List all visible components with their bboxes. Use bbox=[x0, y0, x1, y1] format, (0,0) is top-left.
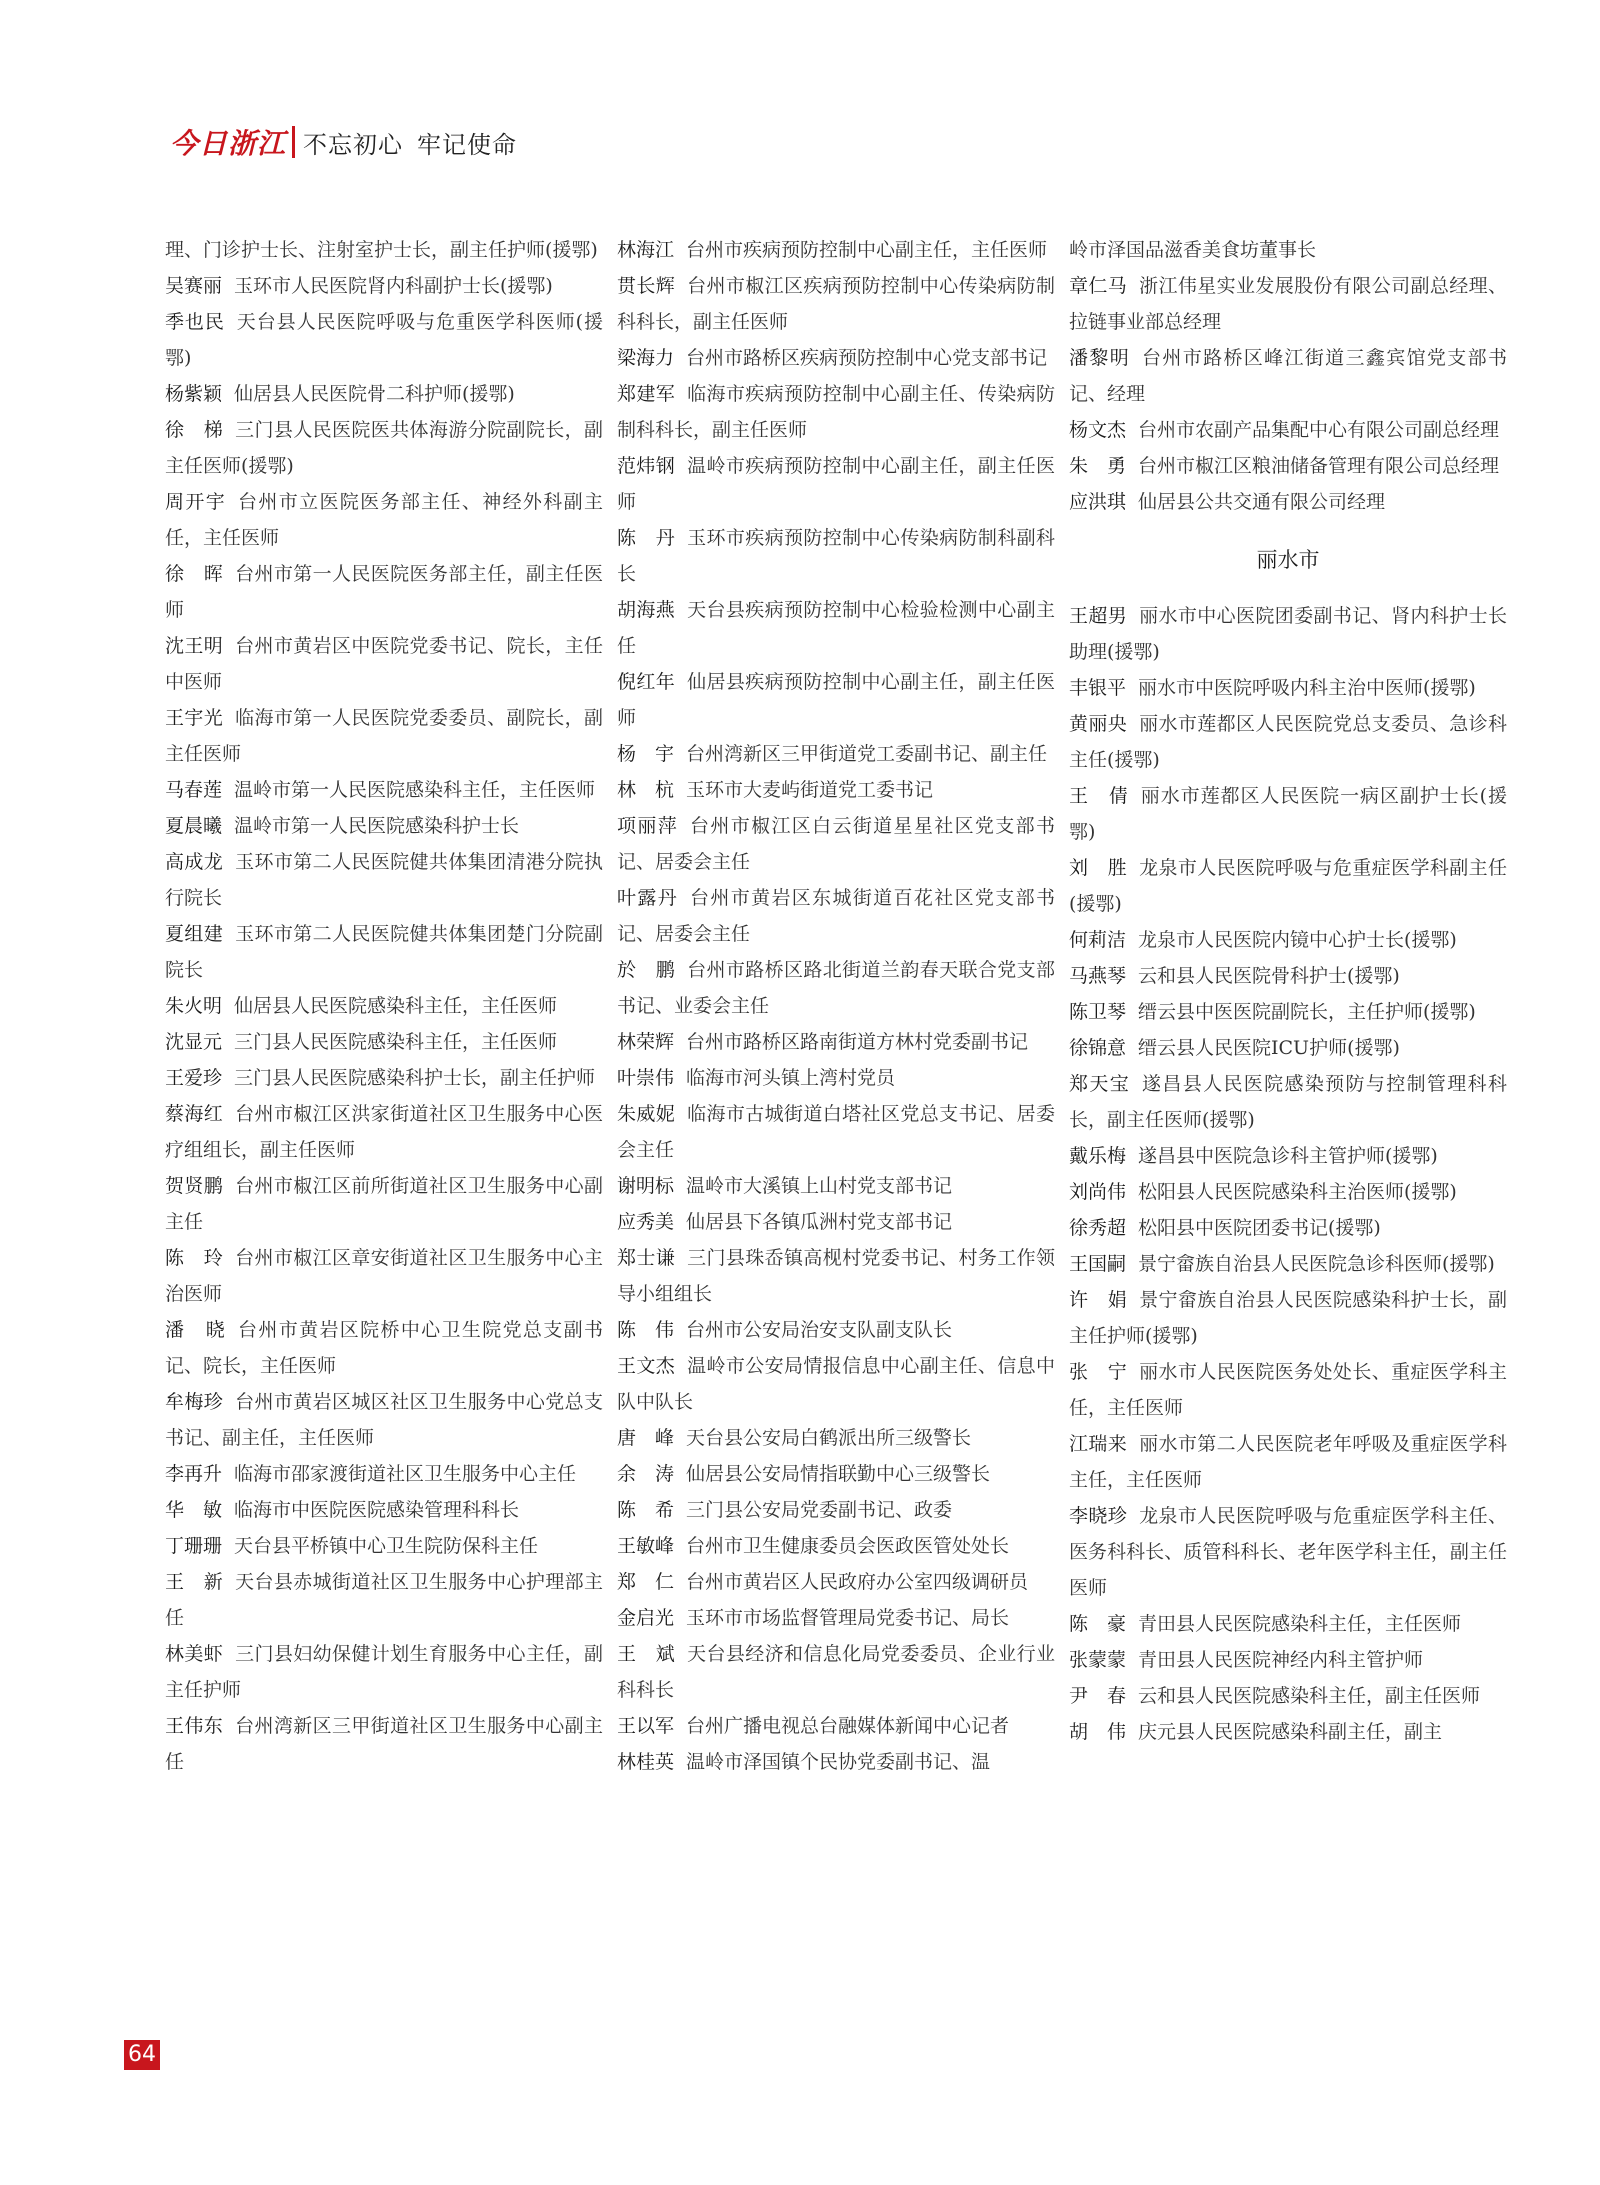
person-title: 三门县公安局党委副书记、政委 bbox=[686, 1499, 953, 1521]
person-name: 陈 豪 bbox=[1069, 1613, 1127, 1635]
person-title: 缙云县人民医院ICU护师(援鄂) bbox=[1138, 1037, 1400, 1059]
person-title: 天台县人民医院呼吸与危重医学科医师(援鄂) bbox=[165, 311, 603, 369]
person-name: 尹 春 bbox=[1069, 1685, 1127, 1707]
person-name: 张蒙蒙 bbox=[1069, 1649, 1127, 1671]
list-item bbox=[165, 1384, 603, 1456]
person-name: 李晓珍 bbox=[1069, 1505, 1128, 1527]
list-item bbox=[165, 304, 603, 376]
person-name: 章仁马 bbox=[1069, 275, 1128, 297]
page-number: 64 bbox=[124, 2040, 160, 2070]
page-header bbox=[170, 122, 517, 162]
list-item bbox=[1069, 1714, 1507, 1750]
person-name: 吴赛丽 bbox=[165, 275, 223, 297]
person-title: 温岭市第一人民医院感染科护士长 bbox=[234, 815, 520, 837]
person-title: 台州市黄岩区院桥中心卫生院党总支副书记、院长，主任医师 bbox=[165, 1319, 603, 1377]
list-item bbox=[165, 1096, 603, 1168]
person-name: 王超男 bbox=[1069, 605, 1128, 627]
person-name: 王 新 bbox=[165, 1571, 224, 1593]
person-title: 玉环市大麦屿街道党工委书记 bbox=[686, 779, 934, 801]
person-title: 玉环市市场监督管理局党委书记、局长 bbox=[686, 1607, 1010, 1629]
list-item bbox=[617, 232, 1055, 268]
person-name: 黄丽央 bbox=[1069, 713, 1128, 735]
person-name: 王伟东 bbox=[165, 1715, 224, 1737]
person-title: 理、门诊护士长、注射室护士长，副主任护师(援鄂) bbox=[165, 239, 598, 261]
list-item bbox=[1069, 1354, 1507, 1426]
list-item bbox=[617, 1096, 1055, 1168]
list-item bbox=[165, 484, 603, 556]
person-name: 马燕琴 bbox=[1069, 965, 1127, 987]
list-item bbox=[1069, 412, 1507, 448]
person-name: 贯长辉 bbox=[617, 275, 676, 297]
person-title: 温岭市第一人民医院感染科主任，主任医师 bbox=[234, 779, 596, 801]
person-title: 临海市疾病预防控制中心副主任、传染病防制科科长，副主任医师 bbox=[617, 383, 1055, 441]
list-item bbox=[165, 1456, 603, 1492]
person-name: 丰银平 bbox=[1069, 677, 1127, 699]
person-name: 丁珊珊 bbox=[165, 1535, 223, 1557]
person-name: 金启光 bbox=[617, 1607, 675, 1629]
person-name: 王爱珍 bbox=[165, 1067, 223, 1089]
list-item bbox=[617, 952, 1055, 1024]
person-name: 徐 晖 bbox=[165, 563, 224, 585]
person-name: 林桂英 bbox=[617, 1751, 675, 1773]
person-name: 许 娟 bbox=[1069, 1289, 1128, 1311]
person-name: 应秀美 bbox=[617, 1211, 675, 1233]
section-title-lishui: 丽水市 bbox=[1256, 548, 1320, 572]
person-title: 台州市路桥区疾病预防控制中心党支部书记 bbox=[686, 347, 1048, 369]
person-title: 温岭市疾病预防控制中心副主任，副主任医师 bbox=[617, 455, 1055, 513]
person-name: 潘 晓 bbox=[165, 1319, 227, 1341]
list-item bbox=[165, 844, 603, 916]
list-item bbox=[617, 1348, 1055, 1420]
person-name: 徐秀超 bbox=[1069, 1217, 1127, 1239]
list-item bbox=[1069, 1282, 1507, 1354]
person-title: 庆元县人民医院感染科副主任，副主 bbox=[1138, 1721, 1443, 1743]
person-title: 台州市黄岩区城区社区卫生服务中心党总支书记、副主任，主任医师 bbox=[165, 1391, 603, 1449]
person-name: 郑建军 bbox=[617, 383, 676, 405]
person-title: 台州市黄岩区人民政府办公室四级调研员 bbox=[686, 1571, 1029, 1593]
person-title: 仙居县公安局情指联勤中心三级警长 bbox=[686, 1463, 991, 1485]
person-title: 台州市椒江区粮油储备管理有限公司总经理 bbox=[1138, 455, 1500, 477]
person-title: 云和县人民医院感染科主任，副主任医师 bbox=[1138, 1685, 1481, 1707]
person-name: 谢明标 bbox=[617, 1175, 675, 1197]
column-3 bbox=[1069, 232, 1507, 1750]
person-title: 台州湾新区三甲街道社区卫生服务中心副主任 bbox=[165, 1715, 603, 1773]
person-title: 天台县赤城街道社区卫生服务中心护理部主任 bbox=[165, 1571, 603, 1629]
list-item bbox=[165, 772, 603, 808]
list-item bbox=[617, 1240, 1055, 1312]
person-title: 临海市古城街道白塔社区党总支书记、居委会主任 bbox=[617, 1103, 1055, 1161]
person-name: 范炜钢 bbox=[617, 455, 676, 477]
person-name: 王以军 bbox=[617, 1715, 675, 1737]
person-title: 龙泉市人民医院内镜中心护士长(援鄂) bbox=[1138, 929, 1457, 951]
list-item bbox=[617, 1168, 1055, 1204]
person-title: 温岭市泽国镇个民协党委副书记、温 bbox=[686, 1751, 991, 1773]
list-item bbox=[1069, 232, 1507, 268]
list-item bbox=[165, 1564, 603, 1636]
list-item bbox=[165, 1240, 603, 1312]
list-item bbox=[1069, 994, 1507, 1030]
list-item bbox=[617, 1600, 1055, 1636]
magazine-logo: 今日浙江 bbox=[170, 127, 287, 160]
person-name: 倪红年 bbox=[617, 671, 676, 693]
person-title: 三门县人民医院感染科主任，主任医师 bbox=[234, 1031, 558, 1053]
list-item bbox=[165, 1636, 603, 1708]
person-name: 陈 丹 bbox=[617, 527, 676, 549]
person-name: 贺贤鹏 bbox=[165, 1175, 224, 1197]
list-item bbox=[165, 1024, 603, 1060]
person-title: 台州市路桥区路南街道方林村党委副书记 bbox=[686, 1031, 1029, 1053]
person-title: 玉环市第二人民医院健共体集团楚门分院副院长 bbox=[165, 923, 603, 981]
person-name: 张 宁 bbox=[1069, 1361, 1128, 1383]
person-title: 临海市第一人民医院党委委员、副院长，副主任医师 bbox=[165, 707, 603, 765]
person-title: 缙云县中医医院副院长，主任护师(援鄂) bbox=[1138, 1001, 1476, 1023]
person-name: 潘黎明 bbox=[1069, 347, 1131, 369]
person-name: 陈 希 bbox=[617, 1499, 675, 1521]
person-title: 丽水市中医院呼吸内科主治中医师(援鄂) bbox=[1138, 677, 1476, 699]
person-name: 夏晨曦 bbox=[165, 815, 223, 837]
list-item bbox=[617, 1708, 1055, 1744]
person-title: 温岭市大溪镇上山村党支部书记 bbox=[686, 1175, 953, 1197]
list-item bbox=[617, 1564, 1055, 1600]
person-name: 郑士谦 bbox=[617, 1247, 676, 1269]
person-name: 余 涛 bbox=[617, 1463, 675, 1485]
person-name: 王 倩 bbox=[1069, 785, 1129, 807]
list-item bbox=[1069, 1066, 1507, 1138]
person-title: 龙泉市人民医院呼吸与危重症医学科副主任(援鄂) bbox=[1069, 857, 1507, 915]
person-title: 青田县人民医院神经内科主管护师 bbox=[1138, 1649, 1424, 1671]
person-title: 浙江伟星实业发展股份有限公司副总经理、拉链事业部总经理 bbox=[1069, 275, 1507, 333]
person-title: 丽水市人民医院医务处处长、重症医学科主任，主任医师 bbox=[1069, 1361, 1507, 1419]
column-3-top-list bbox=[1069, 232, 1507, 520]
person-title: 玉环市第二人民医院健共体集团清港分院执行院长 bbox=[165, 851, 603, 909]
list-item bbox=[617, 1528, 1055, 1564]
person-title: 台州市立医院医务部主任、神经外科副主任，主任医师 bbox=[165, 491, 603, 549]
list-item bbox=[617, 1024, 1055, 1060]
list-item bbox=[165, 268, 603, 304]
person-title: 临海市中医院医院感染管理科科长 bbox=[234, 1499, 520, 1521]
person-name: 林海江 bbox=[617, 239, 675, 261]
person-title: 遂昌县人民医院感染预防与控制管理科科长，副主任医师(援鄂) bbox=[1069, 1073, 1507, 1131]
person-name: 牟梅珍 bbox=[165, 1391, 224, 1413]
list-item bbox=[1069, 670, 1507, 706]
list-item bbox=[1069, 778, 1507, 850]
person-name: 朱 勇 bbox=[1069, 455, 1127, 477]
list-item bbox=[165, 412, 603, 484]
person-name: 沈显元 bbox=[165, 1031, 223, 1053]
person-title: 丽水市中心医院团委副书记、肾内科护士长助理(援鄂) bbox=[1069, 605, 1507, 663]
list-item bbox=[1069, 598, 1507, 670]
person-name: 江瑞来 bbox=[1069, 1433, 1128, 1455]
list-item bbox=[617, 736, 1055, 772]
list-item bbox=[617, 1312, 1055, 1348]
person-name: 沈王明 bbox=[165, 635, 224, 657]
header-divider bbox=[292, 126, 295, 158]
person-title: 台州湾新区三甲街道党工委副书记、副主任 bbox=[686, 743, 1048, 765]
list-item bbox=[165, 1312, 603, 1384]
person-name: 陈 玲 bbox=[165, 1247, 224, 1269]
list-item bbox=[617, 1456, 1055, 1492]
person-name: 胡海燕 bbox=[617, 599, 676, 621]
person-name: 王敏峰 bbox=[617, 1535, 675, 1557]
list-item bbox=[165, 1168, 603, 1240]
person-name: 朱火明 bbox=[165, 995, 223, 1017]
list-item bbox=[1069, 1210, 1507, 1246]
list-item bbox=[1069, 1678, 1507, 1714]
slogan-part-2: 牢记使命 bbox=[417, 130, 518, 159]
column-1 bbox=[165, 232, 603, 1780]
person-name: 郑 仁 bbox=[617, 1571, 675, 1593]
person-title: 玉环市人民医院肾内科副护士长(援鄂) bbox=[234, 275, 553, 297]
list-item bbox=[617, 448, 1055, 520]
person-title: 临海市邵家渡街道社区卫生服务中心主任 bbox=[234, 1463, 577, 1485]
person-title: 景宁畲族自治县人民医院急诊科医师(援鄂) bbox=[1138, 1253, 1495, 1275]
list-item bbox=[165, 916, 603, 988]
person-title: 台州市第一人民医院医务部主任，副主任医师 bbox=[165, 563, 603, 621]
person-title: 龙泉市人民医院呼吸与危重症医学科主任、医务科科长、质管科科长、老年医学科主任，副主任医师 bbox=[1069, 1505, 1507, 1599]
list-item bbox=[165, 556, 603, 628]
person-title: 台州市卫生健康委员会医政医管处处长 bbox=[686, 1535, 1010, 1557]
list-item bbox=[165, 1708, 603, 1780]
person-title: 临海市河头镇上湾村党员 bbox=[686, 1067, 896, 1089]
list-item bbox=[617, 772, 1055, 808]
list-item bbox=[617, 1420, 1055, 1456]
person-title: 天台县公安局白鹤派出所三级警长 bbox=[686, 1427, 972, 1449]
person-title: 台州广播电视总台融媒体新闻中心记者 bbox=[686, 1715, 1010, 1737]
list-item bbox=[165, 376, 603, 412]
person-name: 林荣辉 bbox=[617, 1031, 675, 1053]
list-item bbox=[1069, 1030, 1507, 1066]
person-name: 蔡海红 bbox=[165, 1103, 224, 1125]
person-name: 刘尚伟 bbox=[1069, 1181, 1127, 1203]
person-title: 台州市路桥区路北街道兰韵春天联合党支部书记、业委会主任 bbox=[617, 959, 1055, 1017]
person-title: 台州市椒江区章安街道社区卫生服务中心主治医师 bbox=[165, 1247, 603, 1305]
list-item bbox=[1069, 340, 1507, 412]
list-item bbox=[617, 1636, 1055, 1708]
list-item bbox=[617, 880, 1055, 952]
person-title: 丽水市莲都区人民医院一病区副护士长(援鄂) bbox=[1069, 785, 1507, 843]
person-title: 仙居县人民医院骨二科护师(援鄂) bbox=[234, 383, 515, 405]
person-name: 马春莲 bbox=[165, 779, 223, 801]
person-name: 周开宇 bbox=[165, 491, 227, 513]
list-item bbox=[617, 376, 1055, 448]
list-item bbox=[165, 1528, 603, 1564]
list-item bbox=[617, 808, 1055, 880]
list-item bbox=[1069, 1426, 1507, 1498]
list-item bbox=[617, 664, 1055, 736]
person-name: 梁海力 bbox=[617, 347, 675, 369]
person-title: 丽水市莲都区人民医院党总支委员、急诊科主任(援鄂) bbox=[1069, 713, 1507, 771]
column-3-bottom-list bbox=[1069, 598, 1507, 1750]
person-title: 仙居县疾病预防控制中心副主任，副主任医师 bbox=[617, 671, 1055, 729]
person-name: 徐 梯 bbox=[165, 419, 224, 441]
person-title: 温岭市公安局情报信息中心副主任、信息中队中队长 bbox=[617, 1355, 1055, 1413]
list-item bbox=[617, 1060, 1055, 1096]
person-title: 天台县平桥镇中心卫生院防保科主任 bbox=[234, 1535, 539, 1557]
list-item bbox=[165, 808, 603, 844]
person-title: 台州市黄岩区中医院党委书记、院长，主任中医师 bbox=[165, 635, 603, 693]
person-name: 林 杭 bbox=[617, 779, 675, 801]
list-item bbox=[1069, 268, 1507, 340]
list-item bbox=[1069, 958, 1507, 994]
person-title: 丽水市第二人民医院老年呼吸及重症医学科主任，主任医师 bbox=[1069, 1433, 1507, 1491]
person-title: 松阳县中医院团委书记(援鄂) bbox=[1138, 1217, 1381, 1239]
list-item bbox=[617, 268, 1055, 340]
list-item bbox=[617, 1204, 1055, 1240]
person-name: 项丽萍 bbox=[617, 815, 679, 837]
list-item bbox=[1069, 1246, 1507, 1282]
person-title: 遂昌县中医院急诊科主管护师(援鄂) bbox=[1138, 1145, 1438, 1167]
list-item bbox=[165, 232, 603, 268]
list-item bbox=[617, 1492, 1055, 1528]
person-title: 青田县人民医院感染科主任，主任医师 bbox=[1138, 1613, 1462, 1635]
list-item bbox=[1069, 448, 1507, 484]
person-name: 华 敏 bbox=[165, 1499, 223, 1521]
person-title: 三门县妇幼保健计划生育服务中心主任，副主任护师 bbox=[165, 1643, 603, 1701]
list-item bbox=[1069, 922, 1507, 958]
person-name: 应洪琪 bbox=[1069, 491, 1127, 513]
person-name: 何莉洁 bbox=[1069, 929, 1127, 951]
person-name: 郑天宝 bbox=[1069, 1073, 1131, 1095]
list-item bbox=[1069, 706, 1507, 778]
person-title: 天台县经济和信息化局党委委员、企业行业科科长 bbox=[617, 1643, 1055, 1701]
person-title: 玉环市疾病预防控制中心传染病防制科副科长 bbox=[617, 527, 1055, 585]
person-name: 徐锦意 bbox=[1069, 1037, 1127, 1059]
person-title: 台州市农副产品集配中心有限公司副总经理 bbox=[1138, 419, 1500, 441]
list-item bbox=[165, 1060, 603, 1096]
column-2 bbox=[617, 232, 1055, 1780]
person-title: 天台县疾病预防控制中心检验检测中心副主任 bbox=[617, 599, 1055, 657]
person-title: 仙居县下各镇瓜洲村党支部书记 bbox=[686, 1211, 953, 1233]
person-name: 朱威妮 bbox=[617, 1103, 676, 1125]
person-name: 陈卫琴 bbox=[1069, 1001, 1127, 1023]
person-title: 三门县人民医院感染科护士长，副主任护师 bbox=[234, 1067, 596, 1089]
person-name: 杨 宇 bbox=[617, 743, 675, 765]
person-title: 台州市路桥区峰江街道三鑫宾馆党支部书记、经理 bbox=[1069, 347, 1507, 405]
person-name: 王国嗣 bbox=[1069, 1253, 1127, 1275]
list-item bbox=[617, 1744, 1055, 1780]
person-name: 李再升 bbox=[165, 1463, 223, 1485]
person-name: 林美虾 bbox=[165, 1643, 224, 1665]
list-item bbox=[1069, 1606, 1507, 1642]
person-title: 景宁畲族自治县人民医院感染科护士长，副主任护师(援鄂) bbox=[1069, 1289, 1507, 1347]
person-name: 叶露丹 bbox=[617, 887, 679, 909]
person-title: 台州市疾病预防控制中心副主任，主任医师 bbox=[686, 239, 1048, 261]
person-name: 高成龙 bbox=[165, 851, 224, 873]
list-item bbox=[1069, 1174, 1507, 1210]
person-title: 岭市泽国品滋香美食坊董事长 bbox=[1069, 239, 1317, 261]
person-name: 王宇光 bbox=[165, 707, 224, 729]
list-item bbox=[165, 628, 603, 700]
person-name: 於 鹏 bbox=[617, 959, 676, 981]
person-title: 台州市椒江区洪家街道社区卫生服务中心医疗组组长，副主任医师 bbox=[165, 1103, 603, 1161]
person-name: 唐 峰 bbox=[617, 1427, 675, 1449]
person-name: 杨文杰 bbox=[1069, 419, 1127, 441]
person-title: 台州市公安局治安支队副支队长 bbox=[686, 1319, 953, 1341]
person-title: 三门县珠岙镇高枧村党委书记、村务工作领导小组组长 bbox=[617, 1247, 1055, 1305]
list-item bbox=[1069, 484, 1507, 520]
slogan-part-1: 不忘初心 bbox=[303, 130, 404, 159]
person-name: 王文杰 bbox=[617, 1355, 676, 1377]
person-title: 台州市椒江区疾病预防控制中心传染病防制科科长，副主任医师 bbox=[617, 275, 1055, 333]
person-name: 刘 胜 bbox=[1069, 857, 1128, 879]
list-item bbox=[617, 340, 1055, 376]
person-title: 台州市椒江区前所街道社区卫生服务中心副主任 bbox=[165, 1175, 603, 1233]
person-title: 松阳县人民医院感染科主治医师(援鄂) bbox=[1138, 1181, 1457, 1203]
person-title: 仙居县人民医院感染科主任，主任医师 bbox=[234, 995, 558, 1017]
person-title: 云和县人民医院骨科护士(援鄂) bbox=[1138, 965, 1400, 987]
list-item bbox=[1069, 1498, 1507, 1606]
person-title: 台州市黄岩区东城街道百花社区党支部书记、居委会主任 bbox=[617, 887, 1055, 945]
list-item bbox=[165, 1492, 603, 1528]
list-item bbox=[165, 988, 603, 1024]
list-item bbox=[1069, 1138, 1507, 1174]
person-name: 季也民 bbox=[165, 311, 225, 333]
list-item bbox=[165, 700, 603, 772]
list-item bbox=[617, 592, 1055, 664]
list-item bbox=[617, 520, 1055, 592]
person-name: 戴乐梅 bbox=[1069, 1145, 1127, 1167]
person-name: 陈 伟 bbox=[617, 1319, 675, 1341]
person-name: 杨紫颖 bbox=[165, 383, 223, 405]
person-name: 胡 伟 bbox=[1069, 1721, 1127, 1743]
person-name: 叶崇伟 bbox=[617, 1067, 675, 1089]
person-title: 台州市椒江区白云街道星星社区党支部书记、居委会主任 bbox=[617, 815, 1055, 873]
list-item bbox=[1069, 850, 1507, 922]
header-slogan bbox=[303, 125, 517, 160]
person-title: 仙居县公共交通有限公司经理 bbox=[1138, 491, 1386, 513]
person-title: 三门县人民医院医共体海游分院副院长，副主任医师(援鄂) bbox=[165, 419, 603, 477]
person-name: 夏组建 bbox=[165, 923, 224, 945]
person-name: 王 斌 bbox=[617, 1643, 676, 1665]
list-item bbox=[1069, 1642, 1507, 1678]
